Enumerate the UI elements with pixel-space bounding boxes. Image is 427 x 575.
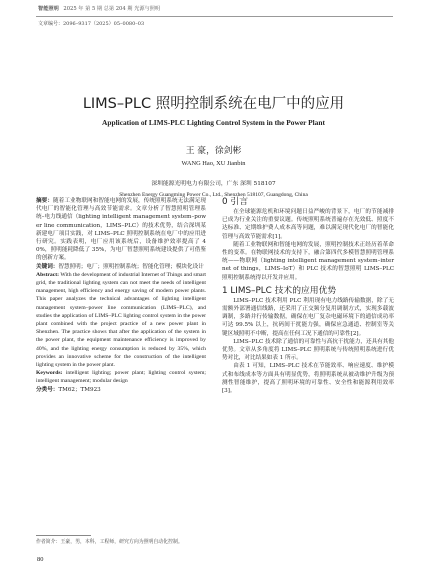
author-footnote: 作者简介：王豪，男，本科，工程师，研究方向为照明自动化控制。 <box>36 539 183 545</box>
paragraph: 由表 1 可知，LIMS–PLC 技术在节能效率、响应速度、维护模式和布线成本等方面具有明显优势，将照明系统从被动维护升级为预测性智能维护，提高了照明环境的可靠性、安全性和能源利用效率[3]。 <box>222 363 394 395</box>
abstract-english <box>36 271 206 369</box>
right-column <box>222 197 394 395</box>
page-number: 80 <box>37 556 44 563</box>
classification-number <box>36 386 206 394</box>
affiliation-chinese: 深圳能源光明电力有限公司，广东 深圳 518107 <box>151 181 276 187</box>
article-number: 文章编号：2096–9317（2025）05–0080–03 <box>38 21 145 27</box>
keywords-english <box>36 369 206 385</box>
journal-name: 智能照明 <box>38 6 59 12</box>
title-english: Application of LIMS-PLC Lighting Control System in the Power Plant <box>102 118 325 127</box>
paragraph: 在全球能源危机和环境问题日益严峻的背景下，电厂的节能减排已成为行业关注的重要议题。传统照明系统普遍存在光效低、照度不达标准、定期维护费人成本高等问题，难以满足现代化电厂的智能化管理与高效节能需求[1]。 <box>222 209 394 240</box>
header-divider <box>36 16 393 17</box>
classification-text: TM62；TM923 <box>58 386 101 393</box>
running-header <box>38 5 391 12</box>
footnote-divider <box>36 535 91 536</box>
abstract-chinese <box>36 197 206 263</box>
section-1-title: 1 LIMS–PLC 技术的应用优势 <box>222 285 337 296</box>
affiliation-english: Shenzhen Energy Guangming Power Co., Ltd., Shenzhen 518107, Guangdong, China <box>119 192 308 198</box>
paragraph: LIMS–PLC 技术除了通信的可靠性与高抗干扰能力，还具有其他优势。文章从多角度将 LIMS–PLC 照明系统与传统照明系统进行优势对比，对比结果如表 1 所示。 <box>222 338 394 362</box>
keywords-en-text: intelligent lighting; power plant; lighting control system; intelligent management; modular design <box>36 370 207 385</box>
keywords-en-label: Keywords: <box>36 370 63 377</box>
title-chinese: LIMS–PLC 照明控制系统在电厂中的应用 <box>82 96 345 112</box>
issue-info: 2025 年 第 5 期 总第 204 期 光源与照明 <box>63 6 161 12</box>
classification-label: 分类号： <box>36 386 59 393</box>
abstract-en-label: Abstract: <box>36 271 60 278</box>
keywords-text: 智慧照明；电厂；照明控制系统；智能化管理；模块化设计 <box>58 263 204 270</box>
keywords-label: 关键词： <box>36 263 59 270</box>
abstract-en-text: With the development of industrial Internet of Things and smart grid, the traditional lighting system can not meet the needs of intelligent management, high efficiency and energy saving of modern power plants. This paper analyzes the technical advantages of lighting intelligent management system–power line communication (LIMS–PLC), and studies the application of LIMS–PLC lighting control system in the power plant combined with the project practice of a new power plant in Shenzhen. The practice shows that after the application of the system in the power plant, the equipment maintenance efficiency is improved by 40%, and the lighting energy consumption is reduced by 35%, which provides an innovative scheme for the construction of the intelligent lighting system in the power plant. <box>36 271 206 369</box>
authors-english: WANG Hao, XU Jianbin <box>181 160 246 167</box>
left-column <box>36 197 206 394</box>
authors-chinese: 王 豪，徐剑彬 <box>185 146 242 156</box>
section-0-title: 0 引言 <box>222 197 248 207</box>
paragraph: 随着工业物联网和智能电网的发展，照明控制技术正经历着革命性的变革。在物联网技术的支持下，融合第四代多模智慧照明管理系统——物联网（lighting intelligent management system–internet of things，LIMS–IoT）和 PLC 技术的智慧照明 LIMS–PLC 照明控制系统得以开发并应用。 <box>222 241 394 281</box>
paragraph: LIMS–PLC 技术利用 PLC 利用现有电力线路传输数据，除了无需额外部署通信线路，还采用了正交频分复用调制方式，实现多载波调制，多路并行传输数据，确保在电厂复杂电磁环境下的通信成功率可达 99.5% 以上，抗码间干扰能力强，确保应急通道、控制室等关键区域照明不中断，提高在任何工况下通信的可靠性[2]。 <box>222 297 394 337</box>
abstract-label: 摘要： <box>36 198 54 204</box>
abstract-text: 随着工业物联网和智能电网的发展，传统照明系统无法满足现代电厂的智能化管理与高效节能需求。文章分析了智慧照明管理系统–电力线通信（lighting intelligent management system–power line communication，LIMS–PLC）的技术优势，结合深圳某新建电厂项目实践，对 LIMS–PLC 照明控制系统在电厂中的应用进行研究。实践表明，电厂应用该系统后，设备维护效率提高了 40%，照明能耗降低了 35%，为电厂智慧照明系统建设提供了可借鉴的创新方案。 <box>36 198 206 262</box>
keywords-chinese <box>36 263 206 271</box>
